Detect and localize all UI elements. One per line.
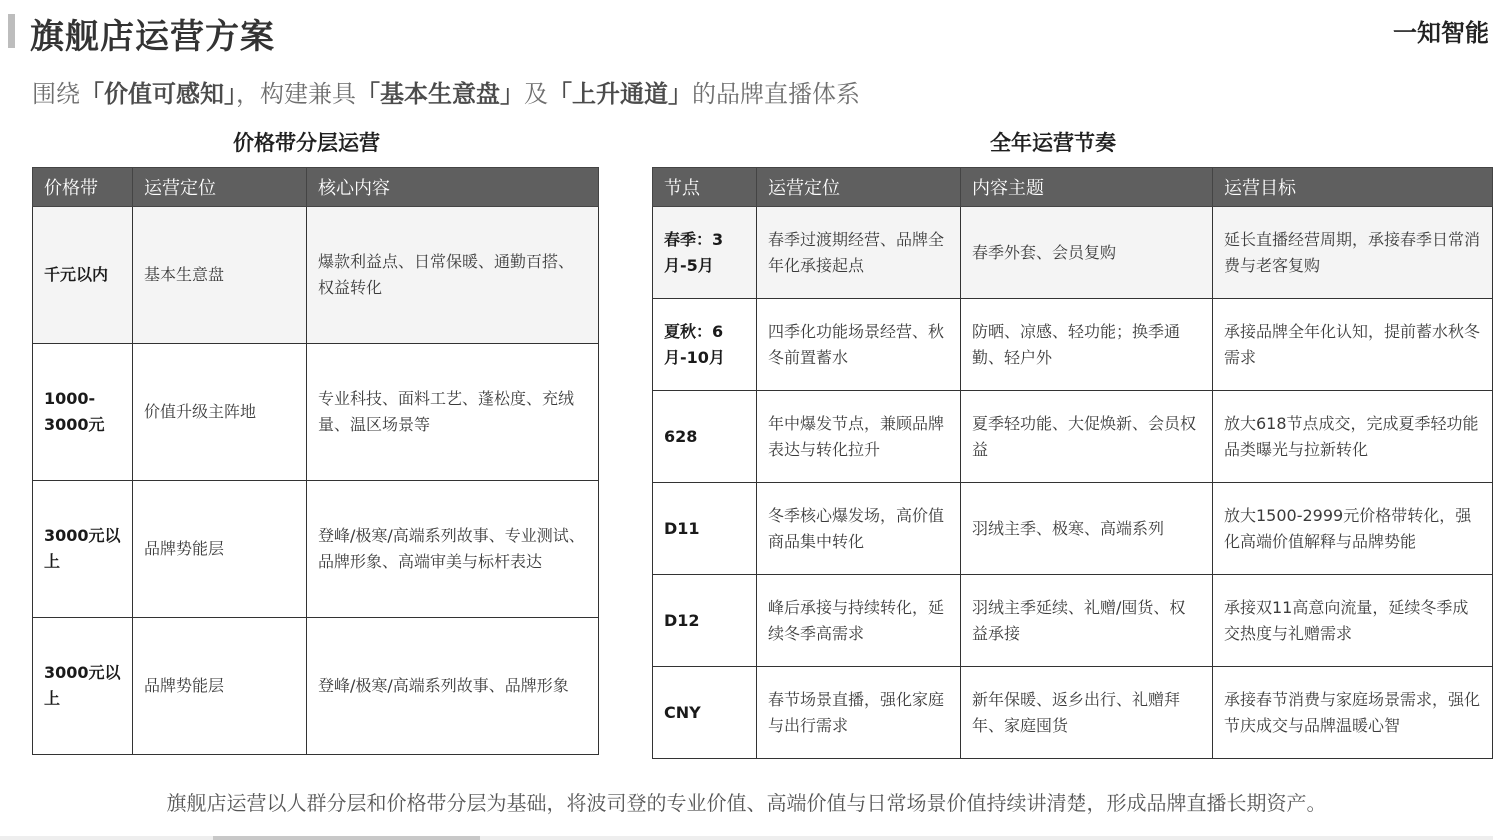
table-header-row [33,168,599,207]
column-header: 价格带 [33,168,133,207]
table-cell: 爆款利益点、日常保暖、通勤百搭、权益转化 [307,207,599,344]
table-cell: 延长直播经营周期，承接春季日常消费与老客复购 [1213,207,1493,299]
table-row [33,207,599,344]
rhythm-table-title: 全年运营节奏 [990,131,1116,155]
table-cell: 新年保暖、返乡出行、礼赠拜年、家庭囤货 [961,667,1213,759]
column-header: 节点 [653,168,757,207]
table-header-row [653,168,1493,207]
annual-rhythm-table [652,167,1493,759]
page-title: 旗舰店运营方案 [30,17,275,57]
table-cell: 羽绒主季延续、礼赠/囤货、权益承接 [961,575,1213,667]
table-row [33,481,599,618]
table-cell: 春节场景直播，强化家庭与出行需求 [757,667,961,759]
table-row [653,391,1493,483]
table-cell: CNY [653,667,757,759]
table-cell: 夏季轻功能、大促焕新、会员权益 [961,391,1213,483]
table-cell: D11 [653,483,757,575]
subtitle-part: 的品牌直播体系 [692,80,860,108]
column-header: 内容主题 [961,168,1213,207]
column-header: 运营目标 [1213,168,1493,207]
table-cell: 冬季核心爆发场，高价值商品集中转化 [757,483,961,575]
table-row [33,344,599,481]
table-cell: 千元以内 [33,207,133,344]
table-cell: 放大1500-2999元价格带转化，强化高端价值解释与品牌势能 [1213,483,1493,575]
table-cell: 3000元以上 [33,481,133,618]
table-cell: 3000元以上 [33,618,133,755]
table-cell: 四季化功能场景经营、秋冬前置蓄水 [757,299,961,391]
column-header: 运营定位 [757,168,961,207]
table-cell: 基本生意盘 [133,207,307,344]
table-cell: 品牌势能层 [133,481,307,618]
column-header: 运营定位 [133,168,307,207]
subtitle-part: 围绕 [32,80,80,108]
table-cell: 防晒、凉感、轻功能；换季通勤、轻户外 [961,299,1213,391]
table-row [33,618,599,755]
table-cell: 年中爆发节点，兼顾品牌表达与转化拉升 [757,391,961,483]
column-header: 核心内容 [307,168,599,207]
table-cell: 春季过渡期经营、品牌全年化承接起点 [757,207,961,299]
subtitle-part: ，构建兼具 [236,80,356,108]
table-cell: 承接双11高意向流量，延续冬季成交热度与礼赠需求 [1213,575,1493,667]
table-cell: 夏秋：6月-10月 [653,299,757,391]
footer-summary: 旗舰店运营以人群分层和价格带分层为基础，将波司登的专业价值、高端价值与日常场景价值持续讲清楚，形成品牌直播长期资产。 [166,791,1327,815]
table-cell: 放大618节点成交，完成夏季轻功能品类曝光与拉新转化 [1213,391,1493,483]
subtitle-highlight: 「价值可感知」 [80,80,236,108]
subtitle-highlight: 「上升通道」 [548,80,692,108]
table-row [653,483,1493,575]
price-band-table [32,167,599,755]
table-cell: 价值升级主阵地 [133,344,307,481]
table-cell: 春季外套、会员复购 [961,207,1213,299]
table-cell: 品牌势能层 [133,618,307,755]
table-row [653,575,1493,667]
table-cell: 1000-3000元 [33,344,133,481]
table-row [653,207,1493,299]
table-cell: 专业科技、面料工艺、蓬松度、充绒量、温区场景等 [307,344,599,481]
table-cell: 登峰/极寒/高端系列故事、专业测试、品牌形象、高端审美与标杆表达 [307,481,599,618]
table-cell: 承接春节消费与家庭场景需求，强化节庆成交与品牌温暖心智 [1213,667,1493,759]
subtitle-highlight: 「基本生意盘」 [356,80,524,108]
page-subtitle [32,74,860,109]
table-cell: 628 [653,391,757,483]
table-cell: 承接品牌全年化认知，提前蓄水秋冬需求 [1213,299,1493,391]
price-table-title: 价格带分层运营 [233,131,380,155]
subtitle-part: 及 [524,80,548,108]
table-cell: 羽绒主季、极寒、高端系列 [961,483,1213,575]
table-cell: 登峰/极寒/高端系列故事、品牌形象 [307,618,599,755]
brand-logo-text: 一知智能 [1393,19,1489,47]
table-row [653,667,1493,759]
scrollbar-thumb[interactable] [213,836,480,840]
table-cell: 峰后承接与持续转化，延续冬季高需求 [757,575,961,667]
table-cell: D12 [653,575,757,667]
table-cell: 春季：3月-5月 [653,207,757,299]
title-accent-bar [8,14,15,48]
table-row [653,299,1493,391]
